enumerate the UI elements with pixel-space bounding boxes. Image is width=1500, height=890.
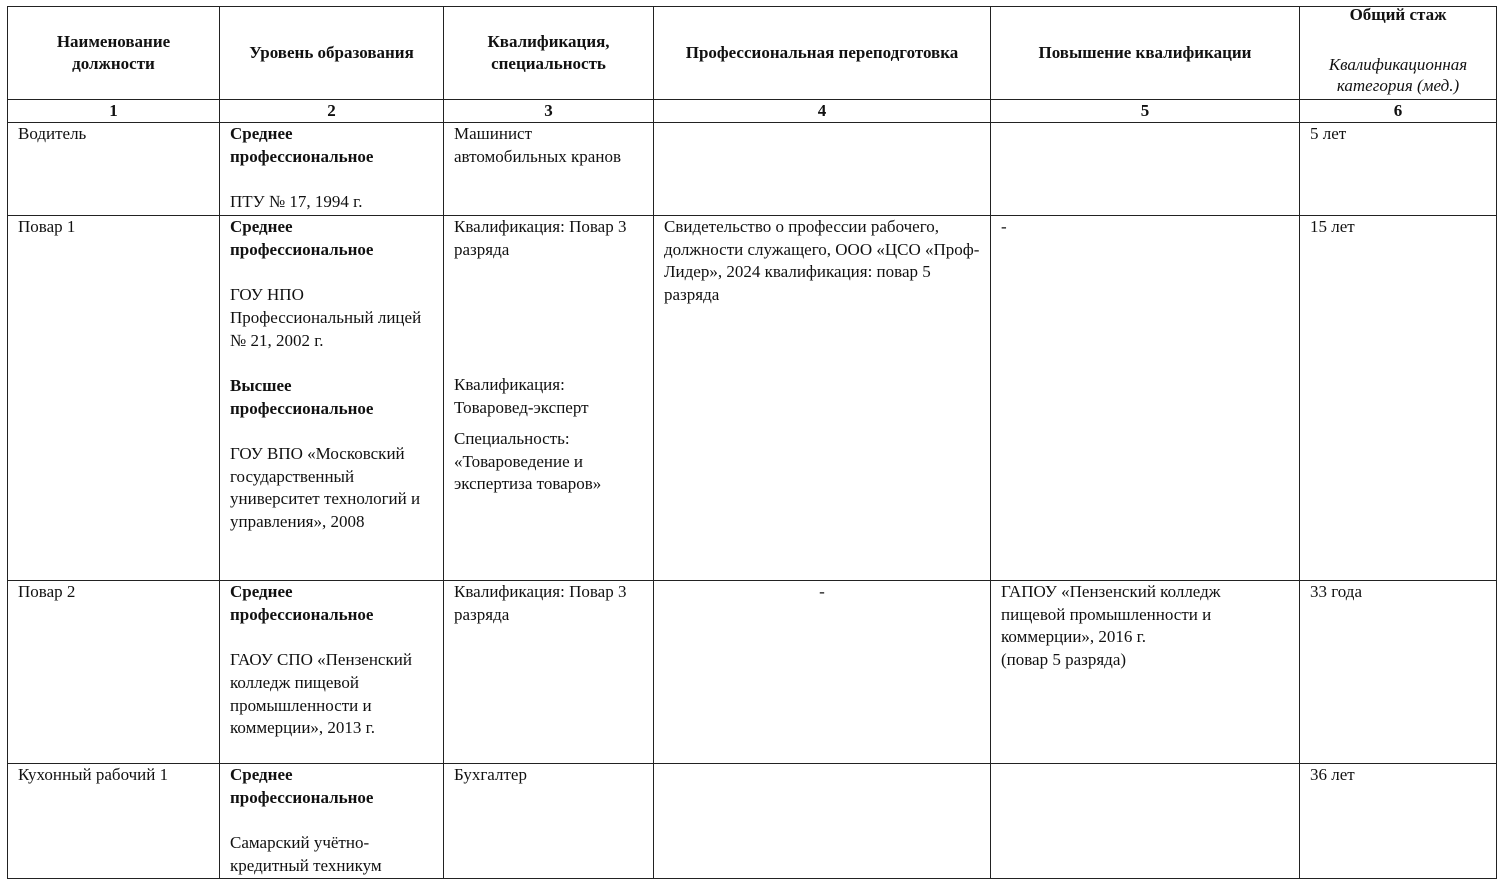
upgrade-institution: ГАПОУ «Пензенский колледж пищевой промышленности и коммерции», 2016 г. — [1001, 582, 1221, 647]
education-institution: ГОУ НПО Профессиональный лицей № 21, 2002 г. — [230, 285, 422, 350]
column-number: 5 — [991, 100, 1300, 123]
upgrade-cell — [991, 581, 1300, 764]
header-position: Наименование должности — [8, 7, 220, 100]
table-row — [8, 764, 1497, 879]
column-number: 4 — [654, 100, 991, 123]
education-level: Среднее профессиональное — [230, 765, 374, 807]
header-experience-title: Общий стаж — [1349, 5, 1447, 24]
specialty-item: Специальность: «Товароведение и экспертиза товаров» — [454, 428, 602, 494]
education-cell — [220, 216, 444, 581]
position-cell: Повар 2 — [8, 581, 220, 764]
education-level: Среднее профессиональное — [230, 217, 374, 259]
header-qualification: Квалификация, специальность — [444, 7, 654, 100]
qualification-cell: Бухгалтер — [444, 764, 654, 879]
column-number-row — [8, 100, 1497, 123]
table-row — [8, 123, 1497, 216]
education-cell — [220, 764, 444, 879]
retraining-cell — [654, 123, 991, 216]
qualification-item: Квалификация: Товаровед-эксперт — [454, 375, 589, 418]
position-cell: Кухонный рабочий 1 — [8, 764, 220, 879]
header-retraining: Профессиональная переподготовка — [654, 7, 991, 100]
qualification-cell: Машинист автомобильных кранов — [444, 123, 654, 216]
upgrade-cell — [991, 123, 1300, 216]
header-education: Уровень образования — [220, 7, 444, 100]
column-number: 1 — [8, 100, 220, 123]
education-level: Высшее профессиональное — [230, 375, 374, 418]
table-row — [8, 581, 1497, 764]
column-number: 3 — [444, 100, 654, 123]
experience-cell: 33 года — [1300, 581, 1497, 764]
upgrade-cell — [991, 764, 1300, 879]
retraining-cell — [654, 764, 991, 879]
position-cell: Водитель — [8, 123, 220, 216]
header-upgrade: Повышение квалификации — [991, 7, 1300, 100]
header-experience — [1300, 7, 1497, 100]
education-level: Среднее профессиональное — [230, 124, 374, 166]
education-cell — [220, 123, 444, 216]
qualification-cell — [444, 216, 654, 581]
column-number: 6 — [1300, 100, 1497, 123]
table-row — [8, 216, 1497, 581]
retraining-cell: - — [654, 581, 991, 764]
retraining-cell: Свидетельство о профессии рабочего, должности служащего, ООО «ЦСО «Проф-Лидер», 2024 квалификация: повар 5 разряда — [654, 216, 991, 581]
upgrade-cell: - — [991, 216, 1300, 581]
position-cell: Повар 1 — [8, 216, 220, 581]
header-category-subtitle: Квалификационная категория (мед.) — [1328, 55, 1468, 95]
experience-cell: 36 лет — [1300, 764, 1497, 879]
education-institution: ГОУ ВПО «Московский государственный университет технологий и управления», 2008 — [230, 443, 421, 532]
experience-cell: 15 лет — [1300, 216, 1497, 581]
education-institution: Самарский учётно-кредитный техникум — [230, 833, 382, 875]
upgrade-note: (повар 5 разряда) — [1001, 650, 1127, 670]
education-institution: ГАОУ СПО «Пензенский колледж пищевой промышленности и коммерции», 2013 г. — [230, 650, 412, 738]
qualification-item: Квалификация: Повар 3 разряда — [454, 217, 627, 259]
education-institution: ПТУ № 17, 1994 г. — [230, 192, 363, 212]
experience-cell: 5 лет — [1300, 123, 1497, 216]
education-level: Среднее профессиональное — [230, 582, 374, 624]
header-row — [8, 7, 1497, 100]
staff-table — [7, 6, 1497, 879]
education-cell — [220, 581, 444, 764]
column-number: 2 — [220, 100, 444, 123]
qualification-cell: Квалификация: Повар 3 разряда — [444, 581, 654, 764]
